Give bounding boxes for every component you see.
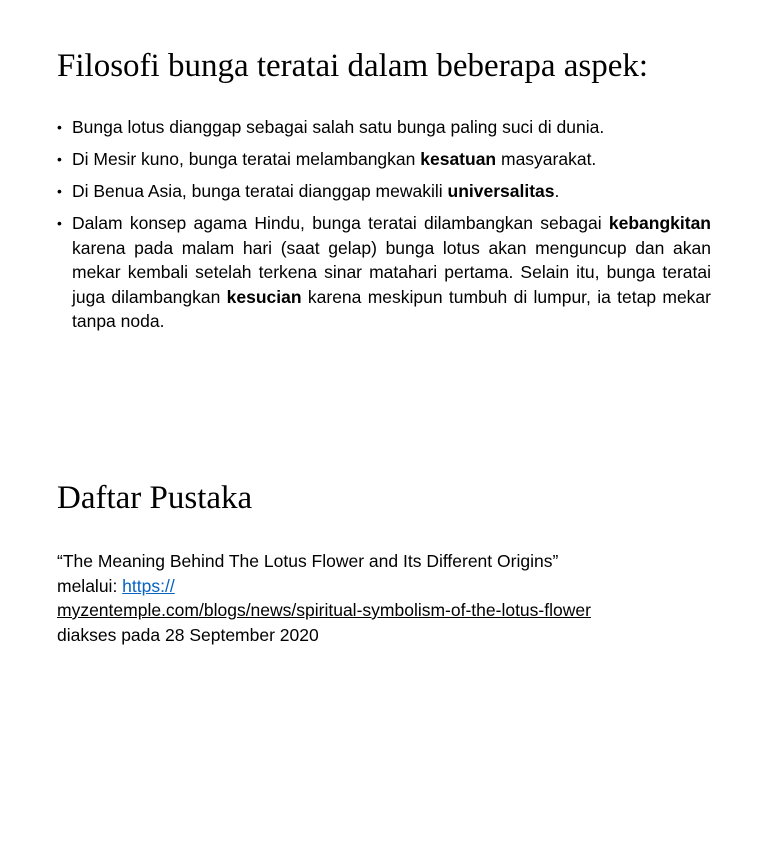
filosofi-bullet-list [57, 115, 711, 341]
bullet-icon: • [57, 183, 62, 199]
section-title-filosofi: Filosofi bunga teratai dalam beberapa aspek: [57, 48, 649, 84]
reference-accessed-date: diakses pada 28 September 2020 [57, 624, 319, 645]
reference-url-line [57, 598, 717, 623]
bullet-text: Di Mesir kuno, bunga teratai melambangkan [72, 149, 421, 169]
reference-via-line [57, 574, 717, 599]
bullet-text: Di Benua Asia, bunga teratai dianggap mewakili [72, 181, 448, 201]
bullet-bold-term: kesatuan [420, 149, 497, 169]
bullet-icon: • [57, 119, 62, 135]
reference-entry [57, 549, 717, 647]
section-title-daftar-pustaka: Daftar Pustaka [57, 480, 253, 516]
list-item [57, 115, 711, 140]
bullet-bold-term: universalitas [447, 181, 555, 201]
list-item [57, 179, 711, 204]
list-item [57, 147, 711, 172]
bullet-bold-term: kebangkitan [608, 213, 711, 233]
bullet-text: karena pada malam hari (saat gelap) bunga lotus akan menguncup dan akan mekar kembali setelah terkena sinar matahari pertama. Selain itu, bunga teratai juga dilambangkan [72, 237, 711, 307]
bullet-text: karena meskipun tumbuh di lumpur, ia tetap mekar tanpa noda. [72, 286, 711, 331]
reference-citation: “The Meaning Behind The Lotus Flower and Its Different Origins” [57, 551, 559, 571]
bullet-text: Dalam konsep agama Hindu, bunga teratai dilambangkan sebagai [72, 213, 609, 233]
bullet-icon: • [57, 215, 62, 231]
bullet-text: masyarakat. [496, 149, 597, 169]
bullet-icon: • [57, 151, 62, 167]
reference-link[interactable]: https:// [122, 575, 175, 596]
reference-via-label: melalui: [57, 575, 123, 596]
bullet-bold-term: kesucian [226, 286, 302, 307]
bullet-text: Bunga lotus dianggap sebagai salah satu bunga paling suci di dunia. [72, 117, 605, 137]
reference-link-continued[interactable]: myzentemple.com/blogs/news/spiritual-symbolism-of-the-lotus-flower [57, 600, 591, 620]
list-item [57, 211, 711, 334]
bullet-text: . [554, 181, 560, 201]
